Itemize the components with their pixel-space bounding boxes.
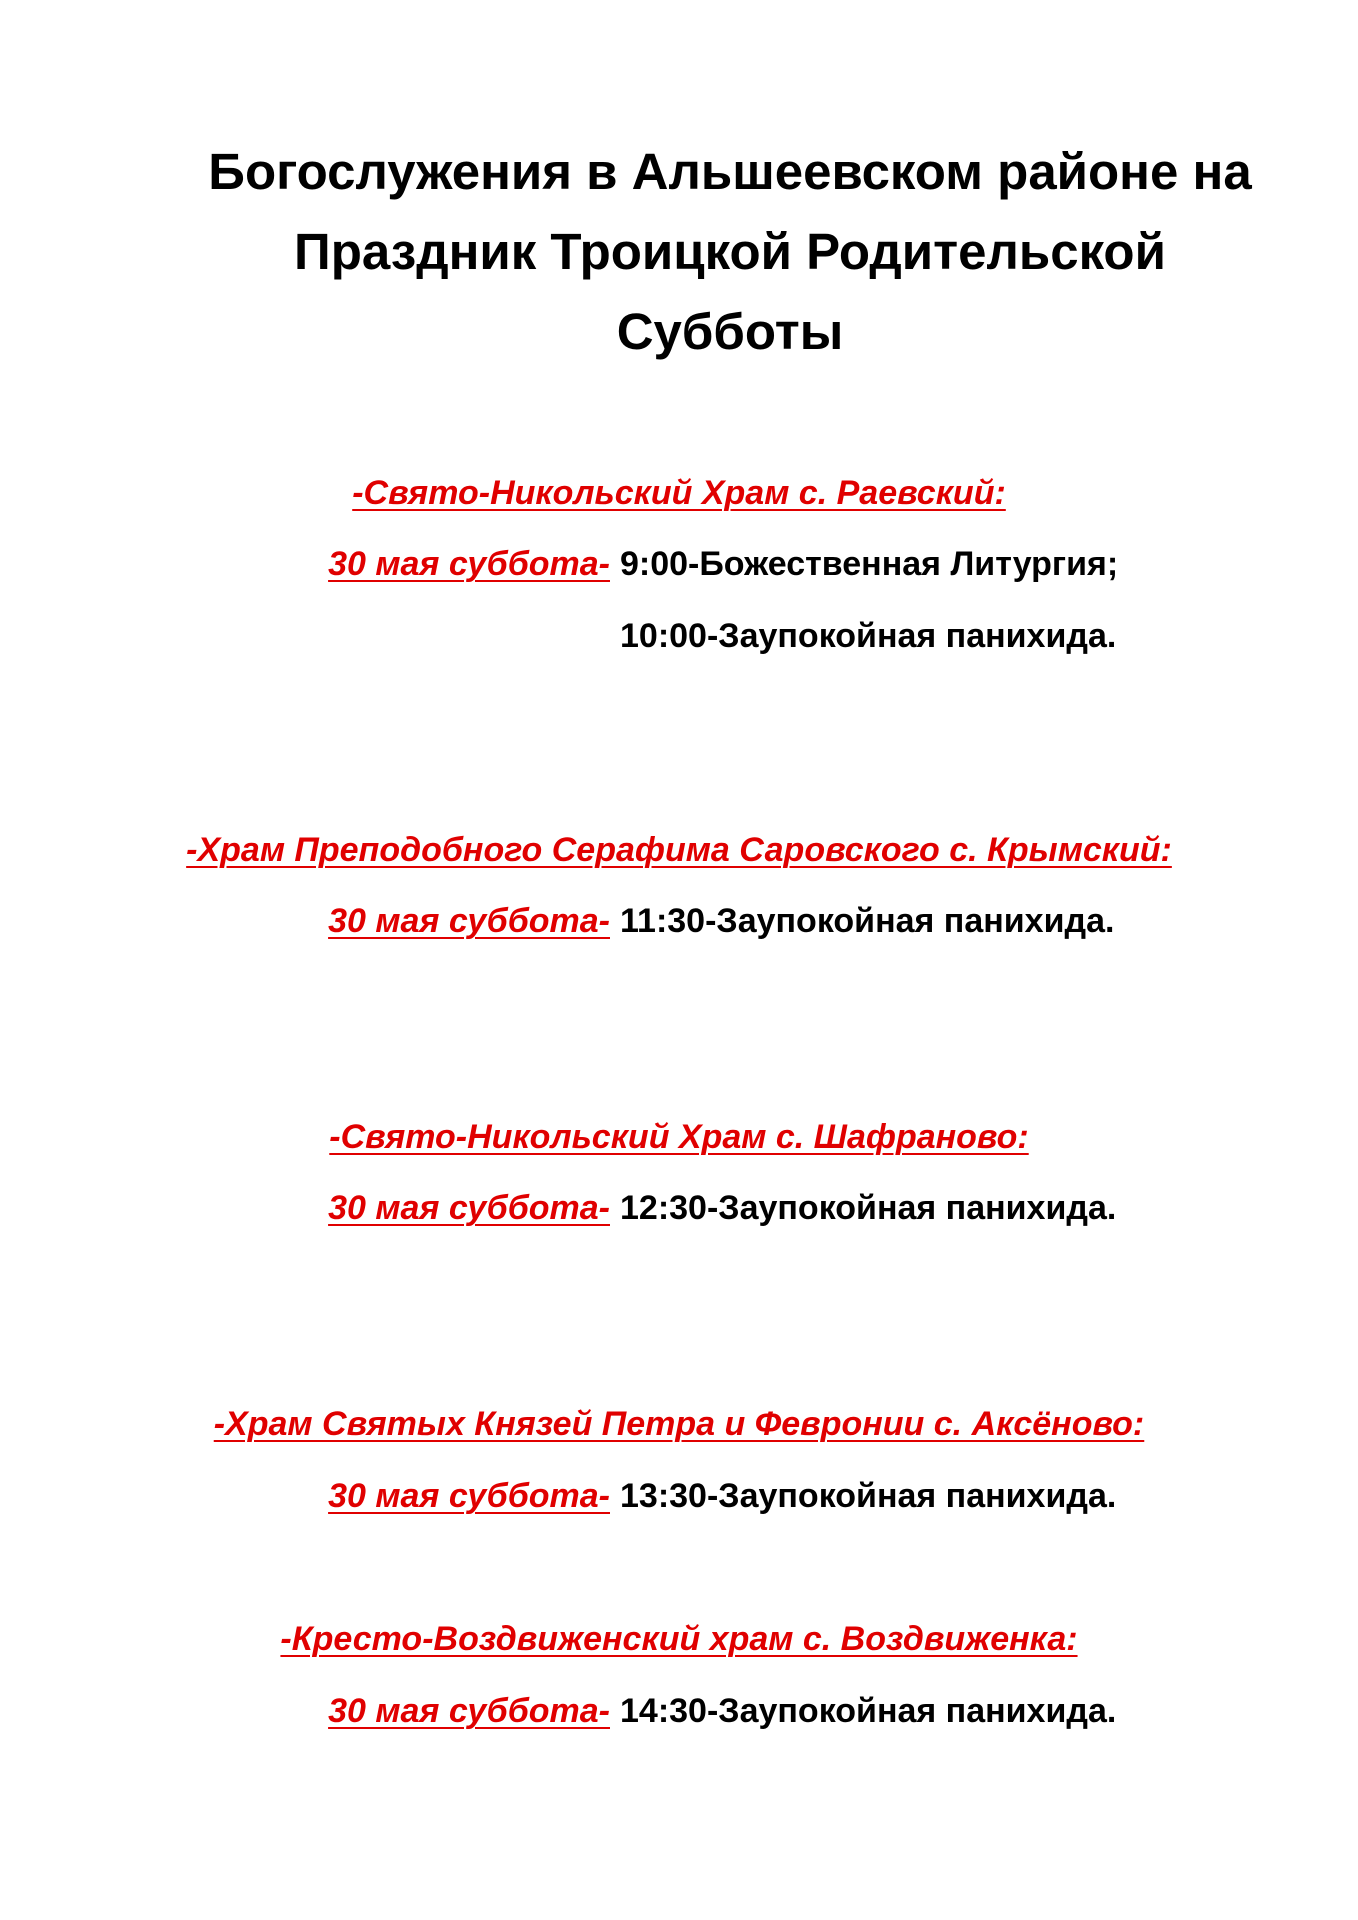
service-date: 30 мая суббота- [328, 1477, 610, 1515]
service-time: 10:00-Заупокойная панихида. [620, 617, 1117, 655]
service-time: 9:00-Божественная Литургия; [620, 545, 1119, 583]
service-date: 30 мая суббота- [328, 545, 610, 583]
title-line-2: Праздник Троицкой Родительской [294, 223, 1166, 280]
church-heading-krymsky: -Храм Преподобного Серафима Саровского с. Крымский: [186, 831, 1172, 869]
service-time: 13:30-Заупокойная панихида. [620, 1477, 1117, 1515]
church-heading-shafranovo: -Свято-Никольский Храм с. Шафраново: [329, 1118, 1029, 1156]
service-date: 30 мая суббота- [328, 1692, 610, 1730]
service-time: 12:30-Заупокойная панихида. [620, 1189, 1117, 1227]
service-date: 30 мая суббота- [328, 902, 610, 940]
title-line-3: Субботы [616, 303, 844, 360]
title-line-1: Богослужения в Альшеевском районе на [208, 143, 1252, 200]
church-heading-raevsky: -Свято-Никольский Храм с. Раевский: [352, 474, 1006, 512]
church-heading-vozdvizhenka: -Кресто-Воздвиженский храм с. Воздвиженка: [280, 1620, 1078, 1658]
church-heading-aksenovo: -Храм Святых Князей Петра и Февронии с. Аксёново: [213, 1405, 1145, 1443]
service-time: 14:30-Заупокойная панихида. [620, 1692, 1117, 1730]
service-time: 11:30-Заупокойная панихида. [620, 902, 1115, 940]
document-title [160, 132, 1300, 372]
service-date: 30 мая суббота- [328, 1189, 610, 1227]
